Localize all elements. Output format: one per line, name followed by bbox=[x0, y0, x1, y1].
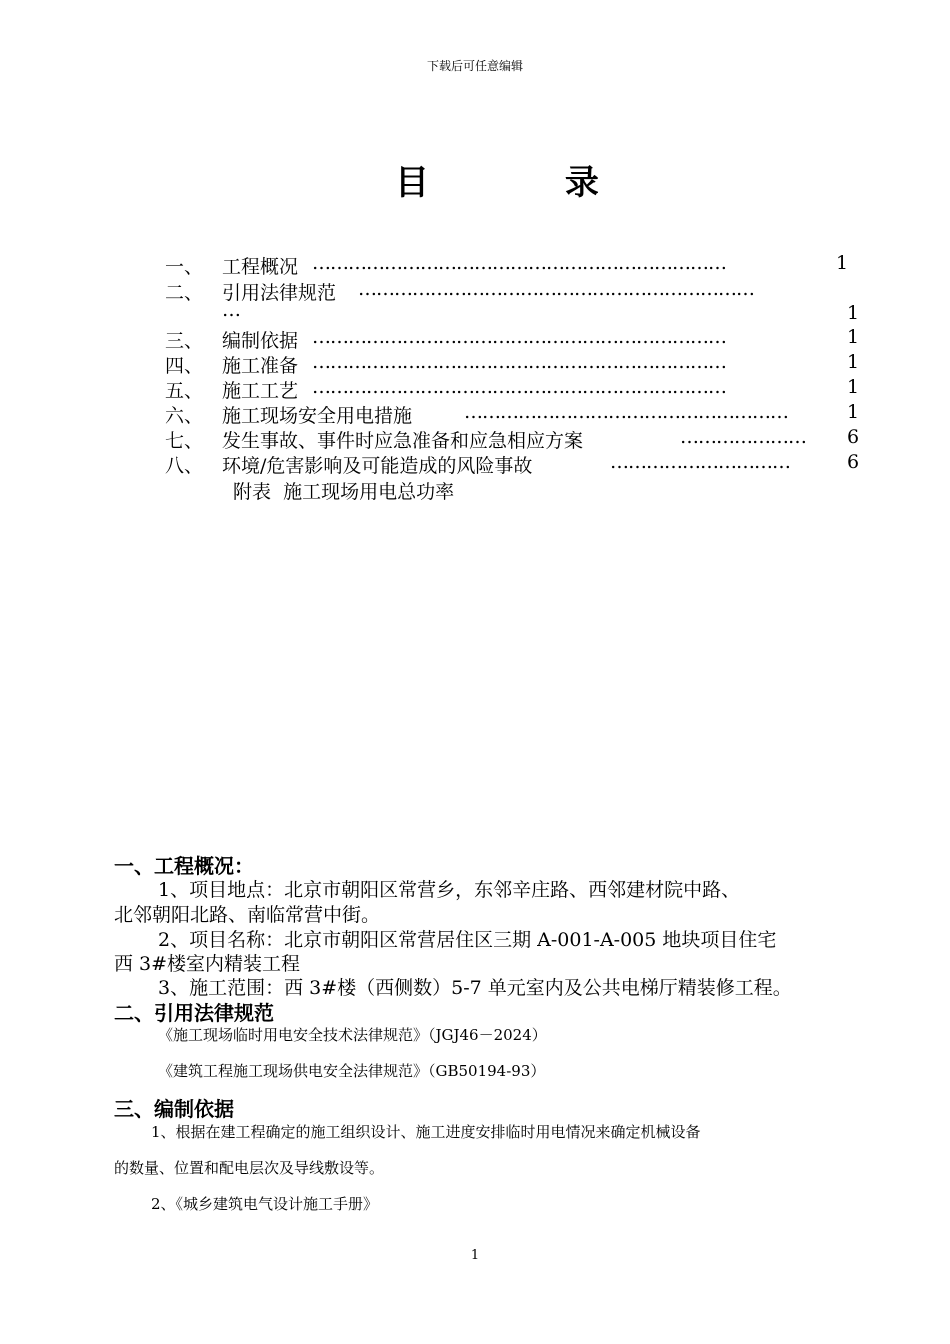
overview-name-line2: 西 3#楼室内精装工程 bbox=[114, 953, 301, 975]
toc-item-3-num: 三、 bbox=[165, 330, 204, 352]
toc-item-7-page: 6 bbox=[847, 426, 860, 448]
toc-item-5-page: 1 bbox=[847, 376, 860, 398]
toc-item-2-num: 二、 bbox=[165, 282, 204, 304]
toc-item-7-num: 七、 bbox=[165, 430, 204, 452]
toc-item-1-text[interactable]: 工程概况 bbox=[222, 256, 299, 278]
toc-item-4-text[interactable]: 施工准备 bbox=[222, 355, 299, 377]
basis-item-1-line2: 的数量、位置和配电层次及导线敷设等。 bbox=[114, 1159, 385, 1177]
toc-item-2-dots: ………………………………………………………… bbox=[358, 278, 754, 300]
toc-item-8-num: 八、 bbox=[165, 455, 204, 477]
toc-item-4-page: 1 bbox=[847, 351, 860, 373]
toc-item-3-page: 1 bbox=[847, 326, 860, 348]
regulation-ref-2: 《建筑工程施工现场供电安全法律规范》（GB50194-93） bbox=[158, 1062, 546, 1080]
toc-item-8-text[interactable]: 环境/危害影响及可能造成的风险事故 bbox=[222, 455, 533, 477]
toc-item-5-text[interactable]: 施工工艺 bbox=[222, 380, 299, 402]
toc-item-8-page: 6 bbox=[847, 451, 860, 473]
page-number: 1 bbox=[470, 1248, 480, 1263]
section-heading-overview: 一、工程概况： bbox=[114, 854, 254, 878]
toc-item-7-text[interactable]: 发生事故、事件时应急准备和应急相应方案 bbox=[222, 430, 584, 452]
toc-title: 目 录 bbox=[395, 163, 661, 203]
section-heading-basis: 三、编制依据 bbox=[114, 1097, 234, 1121]
toc-item-1-num: 一、 bbox=[165, 256, 204, 278]
toc-item-2-dots-wrap: … bbox=[222, 299, 240, 321]
toc-item-3-dots: …………………………………………………………… bbox=[312, 326, 726, 348]
toc-item-7-dots: ………………… bbox=[680, 426, 806, 448]
page-header: 下载后可任意编辑 bbox=[426, 59, 523, 73]
overview-name-line1: 2、项目名称：北京市朝阳区常营居住区三期 A-001-A-005 地块项目住宅 bbox=[158, 929, 777, 951]
toc-item-1-page: 1 bbox=[836, 252, 849, 274]
toc-item-6-num: 六、 bbox=[165, 405, 204, 427]
toc-item-6-dots: ……………………………………………… bbox=[464, 401, 788, 423]
section-heading-regulations: 二、引用法律规范 bbox=[114, 1001, 274, 1025]
toc-item-5-num: 五、 bbox=[165, 380, 204, 402]
toc-item-4-num: 四、 bbox=[165, 355, 204, 377]
toc-item-6-page: 1 bbox=[847, 401, 860, 423]
basis-item-1-line1: 1、根据在建工程确定的施工组织设计、施工进度安排临时用电情况来确定机械设备 bbox=[151, 1123, 701, 1141]
toc-item-3-text[interactable]: 编制依据 bbox=[222, 330, 299, 352]
overview-scope: 3、施工范围：西 3#楼（西侧数）5-7 单元室内及公共电梯厅精装修工程。 bbox=[158, 977, 792, 999]
toc-item-6-text[interactable]: 施工现场安全用电措施 bbox=[222, 405, 413, 427]
toc-item-2-text[interactable]: 引用法律规范 bbox=[222, 282, 337, 304]
toc-appendix[interactable]: 附表 施工现场用电总功率 bbox=[233, 481, 455, 503]
overview-location-line2: 北邻朝阳北路、南临常营中街。 bbox=[114, 904, 381, 926]
toc-item-2-page: 1 bbox=[847, 302, 860, 324]
toc-item-8-dots: ………………………… bbox=[610, 451, 790, 473]
regulation-ref-1: 《施工现场临时用电安全技术法律规范》（JGJ46－2024） bbox=[158, 1026, 547, 1044]
toc-item-4-dots: …………………………………………………………… bbox=[312, 351, 726, 373]
basis-item-2: 2、《城乡建筑电气设计施工手册》 bbox=[151, 1195, 379, 1213]
overview-location-line1: 1、项目地点：北京市朝阳区常营乡，东邻辛庄路、西邻建材院中路、 bbox=[158, 879, 741, 901]
toc-item-5-dots: …………………………………………………………… bbox=[312, 376, 726, 398]
toc-item-1-dots: …………………………………………………………… bbox=[312, 252, 726, 274]
